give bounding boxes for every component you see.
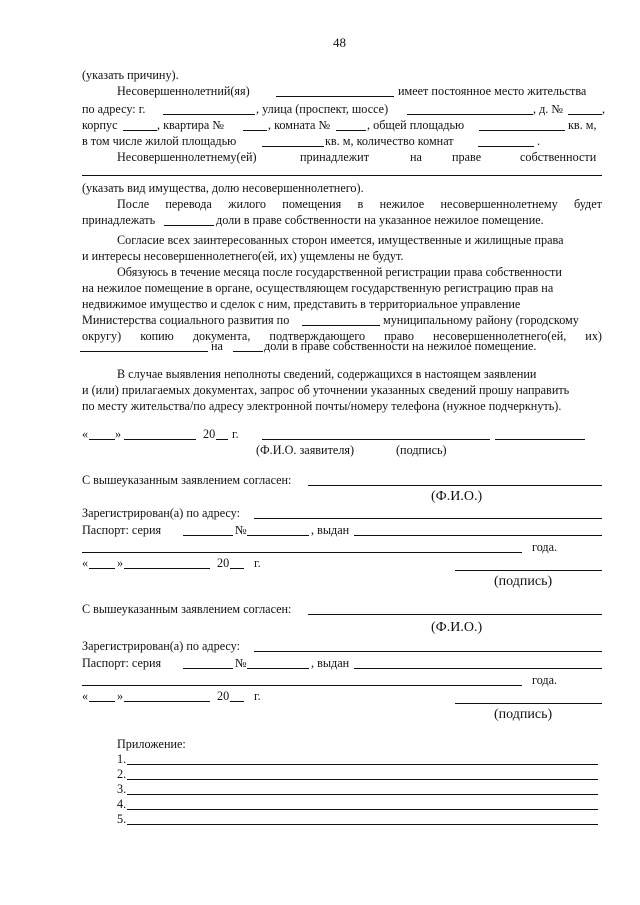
date-open-quote: « xyxy=(82,427,89,441)
issued-label-2: , выдан xyxy=(311,656,350,670)
ownership-word-4: праве xyxy=(452,150,482,164)
minor-name-field[interactable] xyxy=(276,96,394,97)
attachment-number: 2. xyxy=(117,767,127,781)
agree-label-1: С вышеуказанным заявлением согласен: xyxy=(82,473,292,487)
period: . xyxy=(537,134,541,148)
building-field[interactable] xyxy=(123,130,157,131)
passport-series-field-1[interactable] xyxy=(183,535,233,536)
ownership-word-1: Несовершеннолетнему(ей) xyxy=(117,150,257,164)
applicant-signature-label: (подпись) xyxy=(396,443,447,457)
street-label: , улица (проспект, шоссе) xyxy=(256,102,389,116)
after-conversion-text: После перевода жилого помещения в нежилое несовершеннолетнему будет xyxy=(117,197,602,211)
year-suffix: г. xyxy=(232,427,239,441)
reason-note: (указать причину). xyxy=(82,68,179,82)
living-area-field[interactable] xyxy=(262,146,324,147)
fio-label-2: (Ф.И.О.) xyxy=(431,620,483,635)
date-open-quote-2: « xyxy=(82,689,89,703)
living-area-label: в том числе жилой площадью xyxy=(82,134,237,148)
house-label: , д. № xyxy=(533,102,564,116)
signature-label-2: (подпись) xyxy=(494,707,553,722)
apartment-label: , квартира № xyxy=(157,118,224,132)
share-text-2: доли в праве собственности на нежилое помещение. xyxy=(264,339,537,353)
share-field[interactable] xyxy=(164,225,214,226)
city-field[interactable] xyxy=(163,114,255,115)
total-area-field[interactable] xyxy=(479,130,565,131)
issued-label-1: , выдан xyxy=(311,523,350,537)
passport-series-field-2[interactable] xyxy=(183,668,233,669)
consent-text-1: Согласие всех заинтересованных сторон имеется, имущественные и жилищные права xyxy=(117,233,564,247)
date-close-quote-1: » xyxy=(117,556,124,570)
room-label: , комната № xyxy=(268,118,331,132)
signature-field-1[interactable] xyxy=(455,570,602,571)
registered-field-1[interactable] xyxy=(254,518,602,519)
passport-label-2: Паспорт: серия xyxy=(82,656,162,670)
agree-name-field-1[interactable] xyxy=(308,485,602,486)
year-prefix: 20 xyxy=(203,427,216,441)
agree-label-2: С вышеуказанным заявлением согласен: xyxy=(82,602,292,616)
attachment-number: 4. xyxy=(117,797,127,811)
room-field[interactable] xyxy=(336,130,366,131)
share-field-2[interactable] xyxy=(233,351,263,352)
year-suffix-1: г. xyxy=(254,556,261,570)
attachment-number: 3. xyxy=(117,782,127,796)
ownership-word-5: собственности xyxy=(520,150,597,164)
applicant-signature-field[interactable] xyxy=(495,439,585,440)
passport-number-label-1: № xyxy=(235,523,247,537)
on-word: на xyxy=(211,339,223,353)
year-field-1[interactable] xyxy=(230,568,244,569)
date-close-quote-2: » xyxy=(117,689,124,703)
attachment-field[interactable] xyxy=(127,794,598,795)
passport-number-field-1[interactable] xyxy=(247,535,309,536)
year-field-2[interactable] xyxy=(230,701,244,702)
share-text: доли в праве собственности на указанное нежилое помещение. xyxy=(216,213,544,227)
right-field[interactable] xyxy=(80,351,208,352)
incomplete-text-2: и (или) прилагаемых документах, запрос об уточнении указанных сведений прошу направить xyxy=(82,383,570,397)
signature-label-1: (подпись) xyxy=(494,574,553,589)
date-day-field[interactable] xyxy=(89,439,115,440)
total-area-label: , общей площадью xyxy=(367,118,465,132)
passport-number-label-2: № xyxy=(235,656,247,670)
date-month-field-2[interactable] xyxy=(124,701,210,702)
issued-field-2[interactable] xyxy=(354,668,602,669)
passport-label-1: Паспорт: серия xyxy=(82,523,162,537)
agree-name-field-2[interactable] xyxy=(308,614,602,615)
building-label: корпус xyxy=(82,118,118,132)
date-month-field-1[interactable] xyxy=(124,568,210,569)
attachment-number: 1. xyxy=(117,752,127,766)
attachment-field[interactable] xyxy=(127,764,598,765)
issued-field-2b[interactable] xyxy=(82,685,522,686)
page-number: 48 xyxy=(333,35,346,50)
obligation-line-1: Обязуюсь в течение месяца после государственной регистрации права собственности xyxy=(117,265,562,279)
obligation-line-5: округу) копию документа, подтверждающего право несовершеннолетнего(ей, их) xyxy=(82,329,602,343)
belong-label: принадлежать xyxy=(82,213,156,227)
comma: , xyxy=(602,102,606,116)
issued-field-1[interactable] xyxy=(354,535,602,536)
consent-text-2: и интересы несовершеннолетнего(ей, их) ущемлены не будут. xyxy=(82,249,404,263)
signature-field-2[interactable] xyxy=(455,703,602,704)
passport-number-field-2[interactable] xyxy=(247,668,309,669)
attachment-field[interactable] xyxy=(127,824,598,825)
ownership-word-3: на xyxy=(410,150,422,164)
attachment-field[interactable] xyxy=(127,809,598,810)
registered-label-1: Зарегистрирован(а) по адресу: xyxy=(82,506,240,520)
apartment-field[interactable] xyxy=(243,130,267,131)
registered-label-2: Зарегистрирован(а) по адресу: xyxy=(82,639,240,653)
incomplete-text-1: В случае выявления неполноты сведений, содержащихся в настоящем заявлении xyxy=(117,367,537,381)
district-field[interactable] xyxy=(302,325,380,326)
property-type-note: (указать вид имущества, долю несовершеннолетнего). xyxy=(82,181,364,195)
sqm-label: кв. м, xyxy=(568,118,597,132)
rooms-count-label: кв. м, количество комнат xyxy=(325,134,454,148)
attachment-number: 5. xyxy=(117,812,127,826)
residence-text: имеет постоянное место жительства xyxy=(398,84,587,98)
obligation-line-4a: Министерства социального развития по xyxy=(82,313,290,327)
registered-field-2[interactable] xyxy=(254,651,602,652)
date-close-quote: » xyxy=(115,427,122,441)
obligation-line-3: недвижимое имущество и сделок с ним, представить в территориальное управление xyxy=(82,297,521,311)
applicant-name-label: (Ф.И.О. заявителя) xyxy=(256,443,355,457)
address-city-label: по адресу: г. xyxy=(82,102,146,116)
issued-field-1b[interactable] xyxy=(82,552,522,553)
rooms-count-field[interactable] xyxy=(478,146,534,147)
date-day-field-2[interactable] xyxy=(89,701,115,702)
attachment-field[interactable] xyxy=(127,779,598,780)
ownership-word-2: принадлежит xyxy=(300,150,370,164)
year-field[interactable] xyxy=(216,439,228,440)
date-open-quote-1: « xyxy=(82,556,89,570)
property-type-field[interactable] xyxy=(82,175,602,176)
fio-label-1: (Ф.И.О.) xyxy=(431,489,483,504)
house-field[interactable] xyxy=(568,114,602,115)
date-month-field[interactable] xyxy=(124,439,196,440)
year-prefix-2: 20 xyxy=(217,689,230,703)
minor-label: Несовершеннолетний(яя) xyxy=(117,84,250,98)
applicant-name-field[interactable] xyxy=(262,439,490,440)
obligation-line-4b: муниципальному району (городскому xyxy=(383,313,579,327)
year-word-2: года. xyxy=(532,673,558,687)
obligation-line-2: на нежилое помещение в органе, осуществляющем государственную регистрацию прав на xyxy=(82,281,554,295)
attachments-title: Приложение: xyxy=(117,737,186,751)
date-day-field-1[interactable] xyxy=(89,568,115,569)
year-word-1: года. xyxy=(532,540,558,554)
incomplete-text-3: по месту жительства/по адресу электронной почты/номеру телефона (нужное подчеркнуть). xyxy=(82,399,562,413)
street-field[interactable] xyxy=(407,114,533,115)
year-prefix-1: 20 xyxy=(217,556,230,570)
year-suffix-2: г. xyxy=(254,689,261,703)
